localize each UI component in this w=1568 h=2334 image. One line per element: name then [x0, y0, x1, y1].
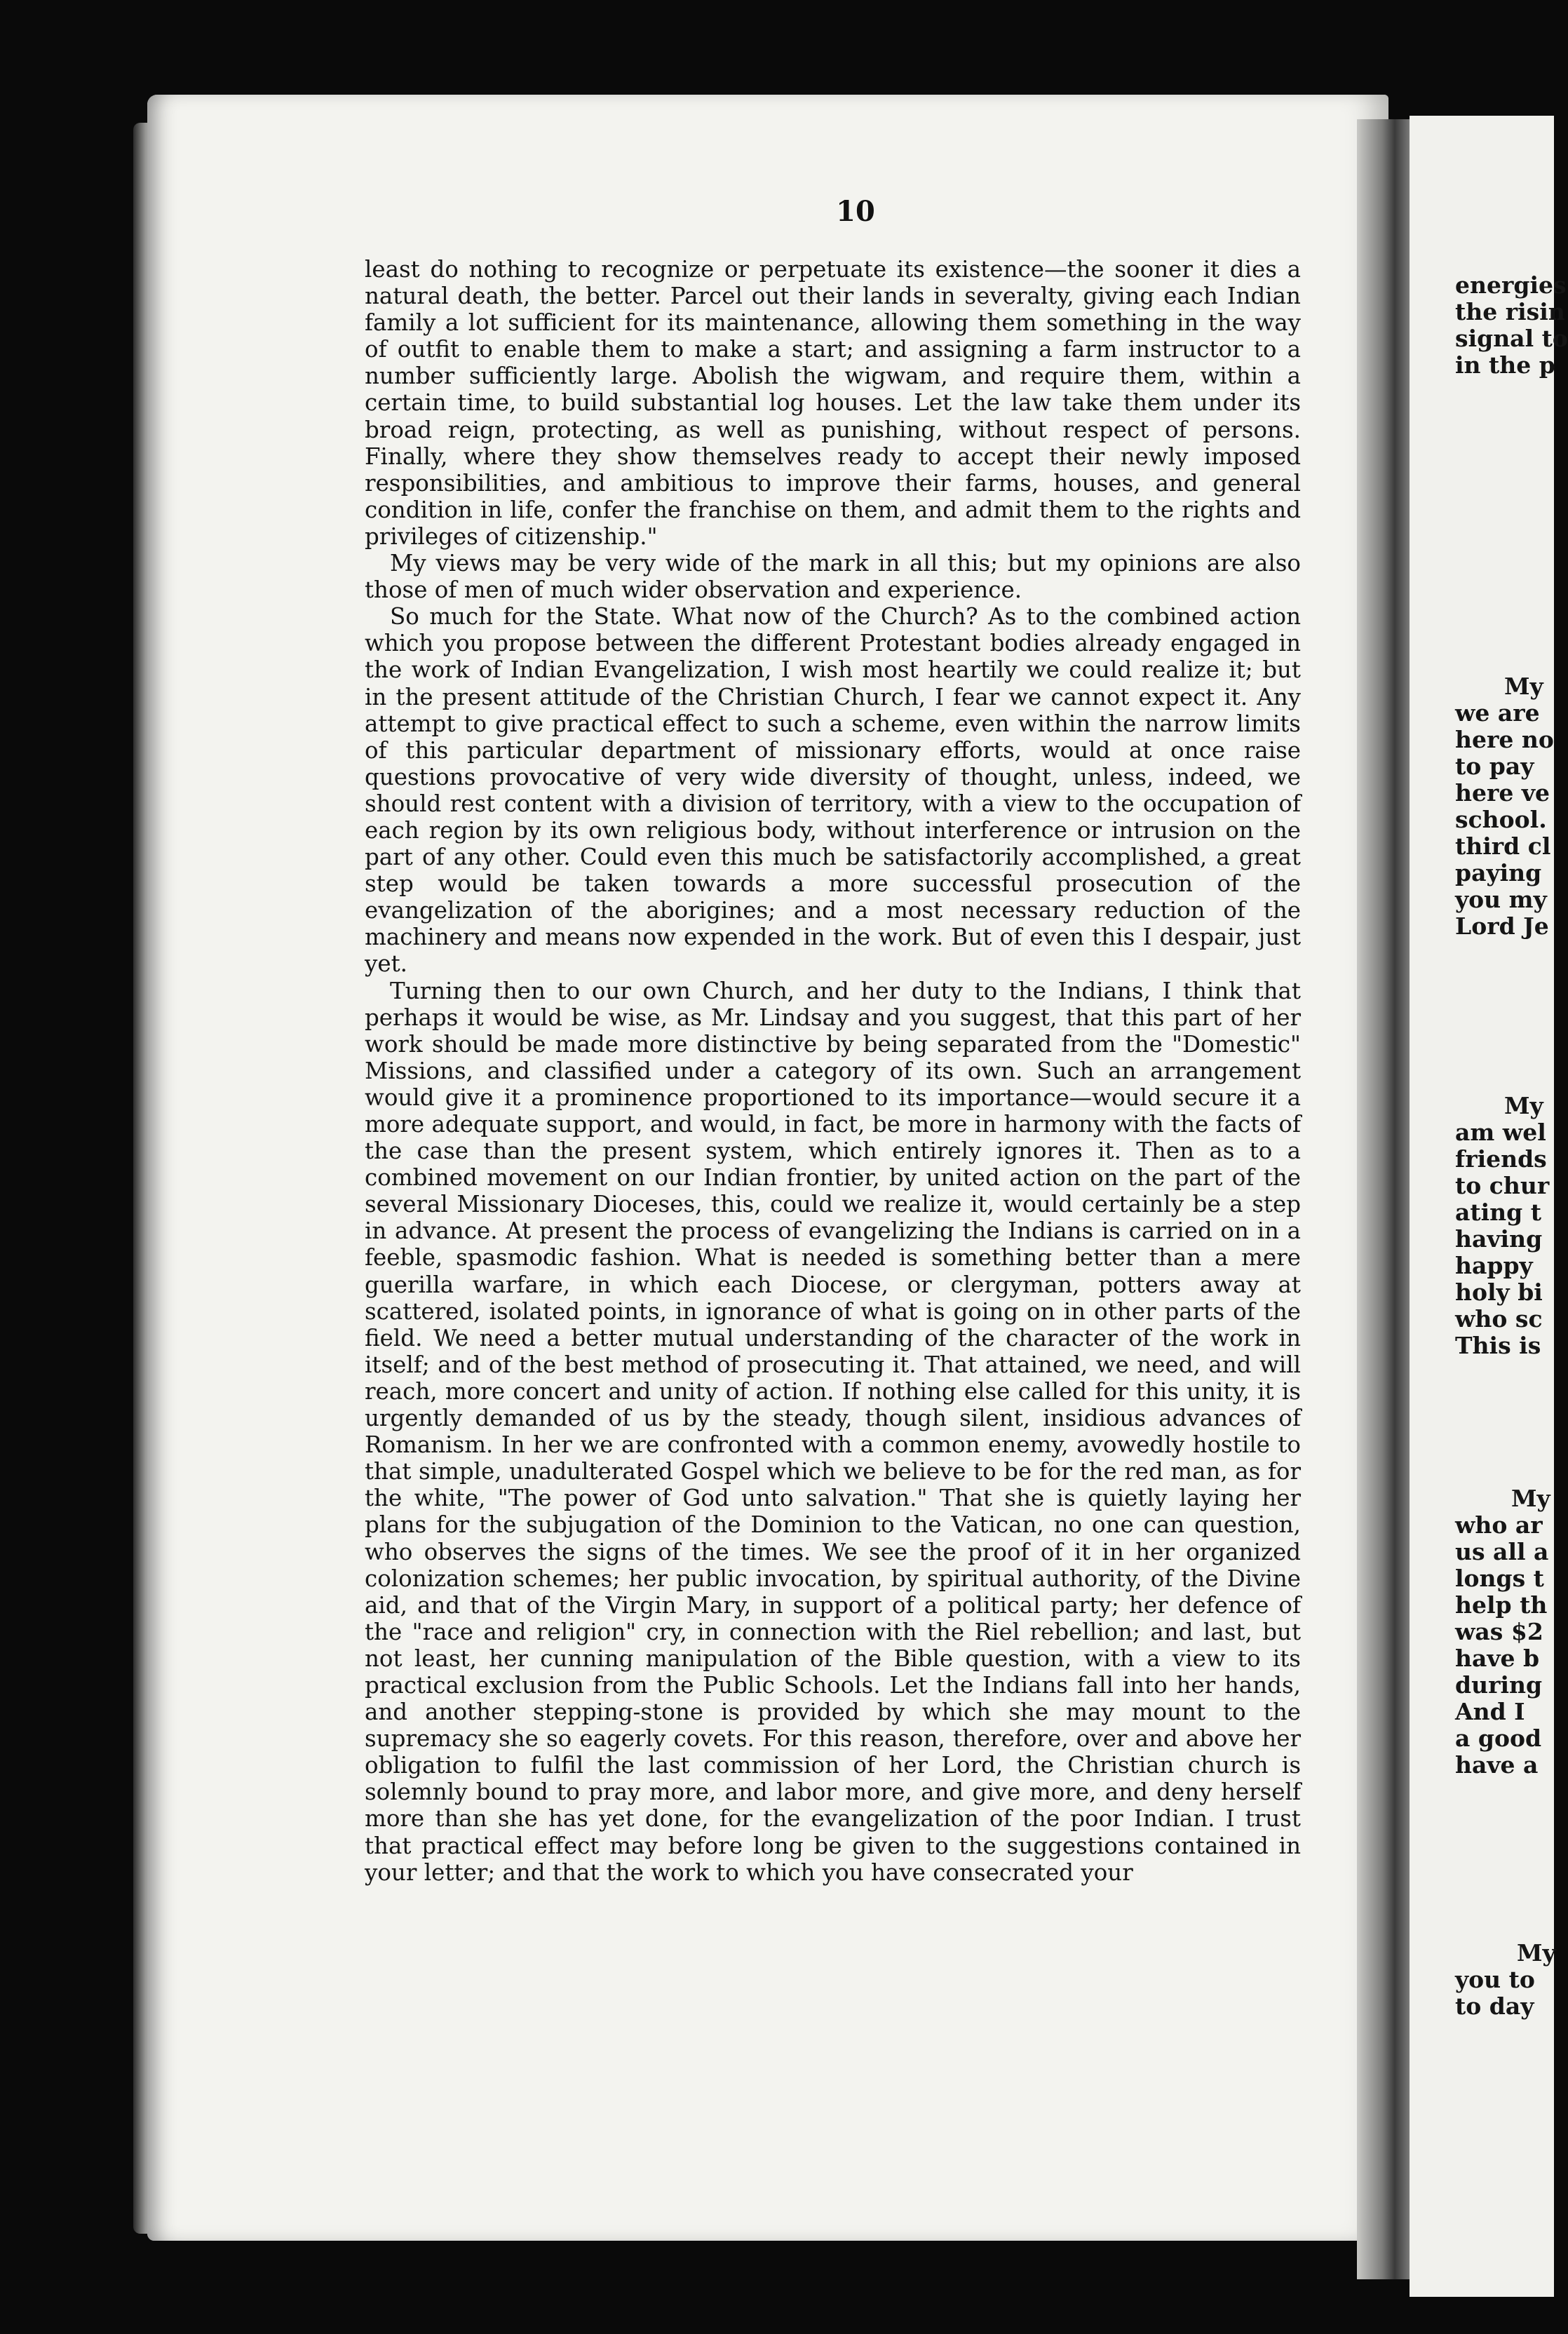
- fragment-line: energies: [1455, 271, 1567, 299]
- fragment-line: you my: [1455, 886, 1547, 913]
- fragment-line: signal to: [1455, 325, 1568, 352]
- fragment-line: was $2: [1455, 1618, 1543, 1645]
- fragment-line: to chur: [1455, 1172, 1550, 1199]
- fragment-line: help th: [1455, 1591, 1548, 1619]
- fragment-line: having: [1455, 1225, 1543, 1253]
- fragment-line: And I: [1455, 1698, 1525, 1725]
- fragment-line: My: [1504, 673, 1543, 700]
- fragment-line: have b: [1455, 1645, 1540, 1672]
- fragment-line: to day: [1455, 1992, 1534, 2020]
- fragment-line: during: [1455, 1671, 1543, 1699]
- paragraph-2: My views may be very wide of the mark in all this; but my opinions are also those of men of much wider observation and experience.: [365, 550, 1301, 604]
- fragment-line: Lord Je: [1455, 912, 1549, 940]
- fragment-line: the risin: [1455, 298, 1565, 325]
- facing-page-fragments: [1455, 0, 1568, 2334]
- fragment-line: ating t: [1455, 1199, 1541, 1226]
- fragment-line: happy: [1455, 1252, 1533, 1279]
- fragment-line: My: [1511, 1485, 1550, 1512]
- fragment-line: here ve: [1455, 779, 1550, 807]
- fragment-line: friends: [1455, 1145, 1547, 1173]
- fragment-line: paying: [1455, 859, 1542, 886]
- fragment-line: you to: [1455, 1966, 1535, 1993]
- fragment-line: third cl: [1455, 832, 1551, 860]
- fragment-line: we are: [1455, 699, 1540, 727]
- fragment-line: holy bi: [1455, 1279, 1543, 1306]
- fragment-line: who sc: [1455, 1305, 1543, 1333]
- fragment-line: My: [1517, 1939, 1556, 1967]
- fragment-line: a good: [1455, 1725, 1542, 1752]
- fragment-line: have a: [1455, 1751, 1539, 1779]
- fragment-line: us all a: [1455, 1538, 1549, 1565]
- main-text-column: [365, 256, 1301, 1886]
- fragment-line: to pay: [1455, 753, 1534, 780]
- fragment-line: My: [1504, 1092, 1543, 1119]
- fragment-line: school.: [1455, 806, 1547, 833]
- fragment-line: longs t: [1455, 1565, 1544, 1592]
- paragraph-4: Turning then to our own Church, and her duty to the Indians, I think that perhaps it would be wise, as Mr. Lindsay and you suggest, that this part of her work should be made more distinctive by being separated from the "Domestic" Missions, and classified under a category of its own. Such an arrangement would give it a prominence proportioned to its importance—would secure it a more adequate support, and would, in fact, be more in harmony with the facts of the case than the present system, which entirely ignores it. Then as to a combined movement on our Indian frontier, by united action on the part of the several Missionary Dioceses, this, could we realize it, would certainly be a step in advance. At present the process of evangelizing the Indians is carried on in a feeble, spasmodic fashion. What is needed is something better than a mere guerilla warfare, in which each Diocese, or clergyman, potters away at scattered, isolated points, in ignorance of what is going on in other parts of the field. We need a better mutual understanding of the character of the work in itself; and of the best method of prosecuting it. That attained, we need, and will reach, more concert and unity of action. If nothing else called for this unity, it is urgently demanded of us by the steady, though silent, insidious advances of Romanism. In her we are confronted with a common enemy, avowedly hostile to that simple, unadulterated Gospel which we believe to be for the red man, as for the white, "The power of God unto salvation." That she is quietly laying her plans for the subjugation of the Dominion to the Vatican, no one can question, who observes the signs of the times. We see the proof of it in her organized colonization schemes; her public invocation, by spiritual authority, of the Divine aid, and that of the Virgin Mary, in support of a political party; her defence of the "race and religion" cry, in connection with the Riel rebellion; and last, but not least, her cunning manipulation of the Bible question, with a view to its practical exclusion from the Public Schools. Let the Indians fall into her hands, and another stepping-stone is provided by which she may mount to the supremacy she so eagerly covets. For this reason, therefore, over and above her obligation to fulfil the last commission of her Lord, the Christian church is solemnly bound to pray more, and labor more, and give more, and deny herself more than she has yet done, for the evangelization of the poor Indian. I trust that practical effect may before long be given to the suggestions contained in your letter; and that the work to which you have consecrated your: [365, 977, 1301, 1886]
- paragraph-1: least do nothing to recognize or perpetuate its existence—the sooner it dies a natural death, the better. Parcel out their lands in severalty, giving each Indian family a lot sufficient for its maintenance, allowing them something in the way of outfit to enable them to make a start; and assigning a farm instructor to a number sufficiently large. Abolish the wigwam, and require them, within a certain time, to build substantial log houses. Let the law take them under its broad reign, protecting, as well as punishing, without respect of persons. Finally, where they show themselves ready to accept their newly imposed responsibilities, and ambitious to improve their farms, houses, and general condition in life, confer the franchise on them, and admit them to the rights and privileges of citizenship.": [365, 256, 1301, 550]
- fragment-line: here no: [1455, 726, 1554, 753]
- fragment-line: who ar: [1455, 1511, 1543, 1539]
- page-number: 10: [836, 195, 875, 228]
- fragment-line: am wel: [1455, 1119, 1546, 1146]
- fragment-line: in the p: [1455, 351, 1555, 379]
- paragraph-3: So much for the State. What now of the Church? As to the combined action which you propose between the different Protestant bodies already engaged in the work of Indian Evangelization, I wish most heartily we could realize it; but in the present attitude of the Christian Church, I fear we cannot expect it. Any attempt to give practical effect to such a scheme, even within the narrow limits of this particular department of missionary efforts, would at once raise questions provocative of very wide diversity of thought, unless, indeed, we should rest content with a division of territory, with a view to the occupation of each region by its own religious body, without interference or intrusion on the part of any other. Could even this much be satisfactorily accomplished, a great step would be taken towards a more successful prosecution of the evangelization of the aborigines; and a most necessary reduction of the machinery and means now expended in the work. But of even this I despair, just yet.: [365, 603, 1301, 978]
- fragment-line: This is: [1455, 1332, 1541, 1359]
